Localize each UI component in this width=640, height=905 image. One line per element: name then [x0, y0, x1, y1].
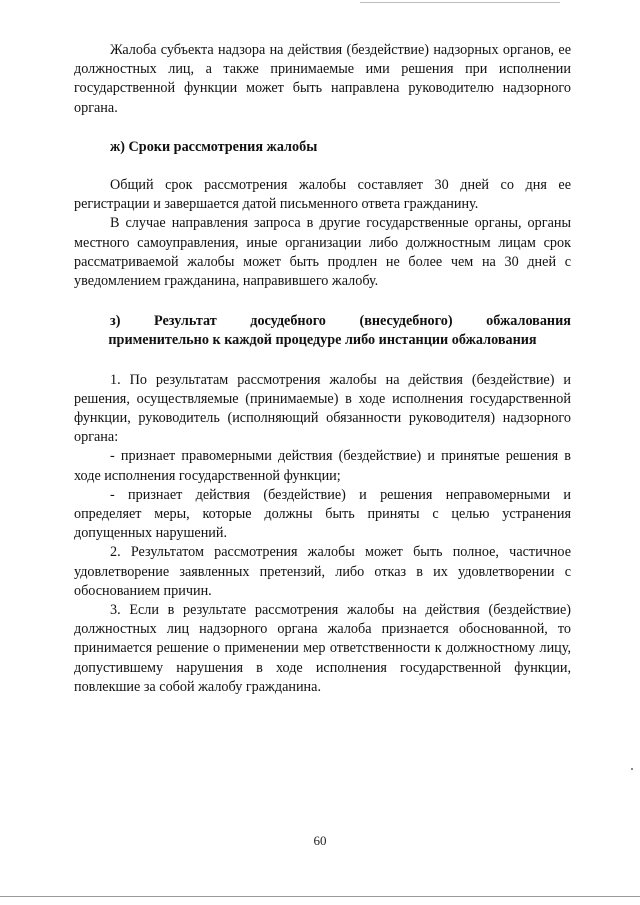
section-z-paragraph-3: - признает действия (бездействие) и решения неправомерными и определяет меры, которые должны быть приняты с целью устранения допущенных нарушений. — [74, 486, 571, 542]
section-z-paragraph-4: 2. Результатом рассмотрения жалобы может быть полное, частичное удовлетворение заявленных претензий, либо отказ в их удовлетворении с обоснованием причин. — [74, 544, 571, 599]
intro-paragraph: Жалоба субъекта надзора на действия (бездействие) надзорных органов, ее должностных лиц, а также принимаемые ими решения при исполнении государственной функции может быть направлена руководителю надзорного органа. — [74, 42, 571, 116]
section-zh-paragraph-1: Общий срок рассмотрения жалобы составляет 30 дней со дня ее регистрации и завершается датой письменного ответа гражданину. — [74, 177, 571, 213]
section-z-heading-word: з) — [110, 313, 121, 330]
section-z-heading-word: досудебного — [250, 313, 326, 330]
page-number: 60 — [313, 833, 327, 848]
section-z-paragraph-1: 1. По результатам рассмотрения жалобы на действия (бездействие) и решения, осуществляемые (принимаемые) в ходе исполнения государственной функции, руководитель (исполняющий обязанности руководителя) надзорного органа: — [74, 371, 571, 446]
document-body — [74, 41, 571, 697]
scan-edge-line-bottom — [0, 896, 640, 897]
section-z-heading-word: Результат — [154, 313, 217, 330]
scan-speck — [631, 768, 633, 770]
section-z-heading-line-1 — [74, 312, 571, 331]
section-z-heading-word: (внесудебного) — [359, 313, 453, 330]
section-z-heading-line-2: применительно к каждой процедуре либо инстанции обжалования — [108, 332, 537, 349]
section-z-paragraph-5: 3. Если в результате рассмотрения жалобы на действия (бездействие) должностных лиц надзорного органа жалоба признается обоснованной, то принимается решение о применении мер ответственности к должностному лицу, допустившему нарушения в ходе исполнения государственной функции, повлекшие за собой жалобу гражданина. — [74, 602, 571, 695]
section-z-heading — [74, 312, 571, 350]
section-zh-paragraph-2: В случае направления запроса в другие государственные органы, органы местного самоуправления, иные организации либо должностным лицам срок рассматриваемой жалобы может быть продлен не более чем на 30 дней с уведомлением гражданина, направившего жалобу. — [74, 215, 571, 290]
section-zh-heading: ж) Сроки рассмотрения жалобы — [110, 138, 318, 155]
scan-edge-line-top — [360, 2, 560, 3]
section-z-heading-word: обжалования — [486, 313, 571, 330]
section-z-paragraph-2: - признает правомерными действия (бездействие) и принятые решения в ходе исполнения государственной функции; — [74, 448, 571, 484]
